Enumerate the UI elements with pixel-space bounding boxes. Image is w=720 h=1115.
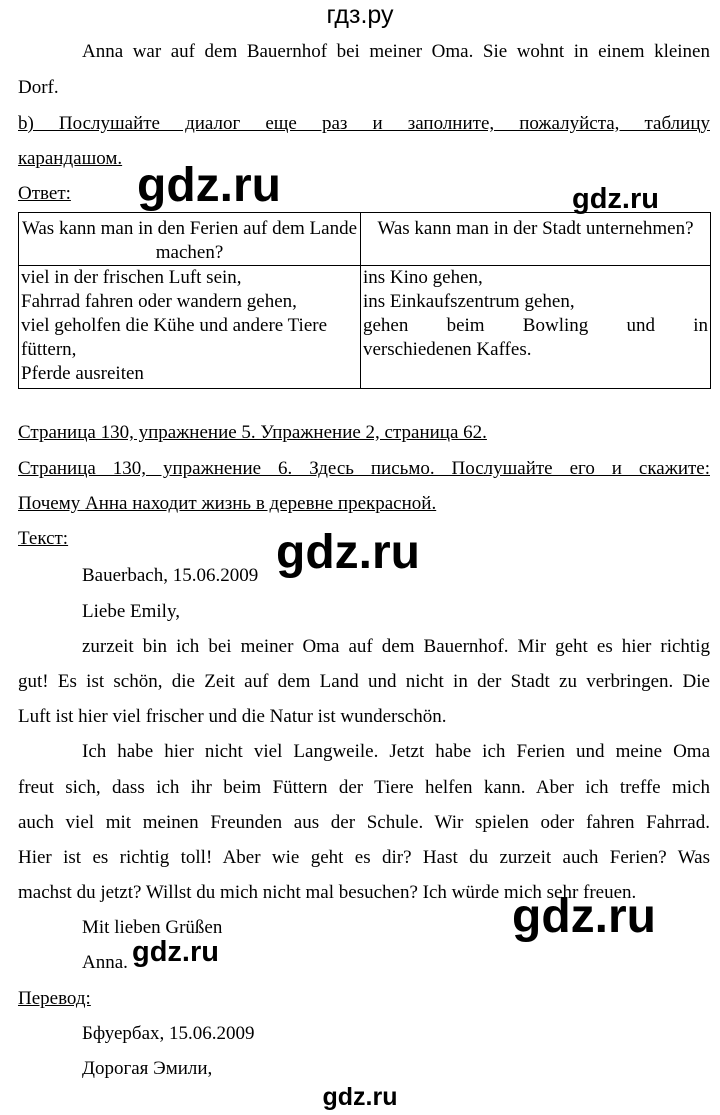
list-item: gehen beim Bowling und in xyxy=(363,315,708,336)
exercise-6-line-2: Почему Анна находит жизнь в деревне прекрасной. xyxy=(18,493,437,514)
translation-label: Перевод: xyxy=(18,988,91,1009)
letter-closing: Mit lieben Grüßen xyxy=(82,917,223,938)
text-label: Текст: xyxy=(18,528,69,549)
translation-date: Бфуербах, 15.06.2009 xyxy=(82,1023,255,1044)
list-item: viel in der frischen Luft sein, xyxy=(21,267,242,288)
exercise-5-line: Страница 130, упражнение 5. Упражнение 2, страница 62. xyxy=(18,422,487,443)
letter-paragraph-1-line: Luft ist hier viel frischer und die Natur ist wunderschön. xyxy=(18,706,447,727)
letter-paragraph-1-line: gut! Es ist schön, die Zeit auf dem Land und nicht in der Stadt zu verbringen. Die xyxy=(18,671,710,692)
answer-table xyxy=(18,212,711,389)
list-item: Pferde ausreiten xyxy=(21,363,144,384)
letter-date: Bauerbach, 15.06.2009 xyxy=(82,565,259,586)
intro-line-1: Anna war auf dem Bauernhof bei meiner Oma. Sie wohnt in einem kleinen xyxy=(82,41,710,62)
letter-paragraph-2-line: machst du jetzt? Willst du mich nicht mal besuchen? Ich würde mich sehr freuen. xyxy=(18,882,637,903)
watermark: gdz.ru xyxy=(512,890,656,943)
list-item: viel geholfen die Kühe und andere Tiere xyxy=(21,315,328,336)
table-row xyxy=(19,266,711,389)
letter-paragraph-2-line: freut sich, dass ich ihr beim Füttern der Tiere helfen kann. Aber ich treffe mich xyxy=(18,777,710,798)
watermark: gdz.ru xyxy=(572,183,659,215)
translation-greeting: Дорогая Эмили, xyxy=(82,1058,213,1079)
site-footer: gdz.ru xyxy=(322,1083,398,1111)
letter-paragraph-2-line: auch viel mit meinen Freunden aus der Schule. Wir spielen oder fahren Fahrrad. xyxy=(18,812,710,833)
list-item: verschiedenen Kaffes. xyxy=(363,339,532,360)
task-b-line-2: карандашом. xyxy=(18,148,123,169)
watermark: gdz.ru xyxy=(132,936,219,968)
list-item: Fahrrad fahren oder wandern gehen, xyxy=(21,291,297,312)
table-header-row xyxy=(19,213,711,266)
list-item: füttern, xyxy=(21,339,77,360)
list-item: ins Kino gehen, xyxy=(363,267,483,288)
letter-greeting: Liebe Emily, xyxy=(82,601,180,622)
letter-paragraph-1-line: zurzeit bin ich bei meiner Oma auf dem Bauernhof. Mir geht es hier richtig xyxy=(82,636,710,657)
list-item: ins Einkaufszentrum gehen, xyxy=(363,291,575,312)
exercise-6-line-1: Страница 130, упражнение 6. Здесь письмо. Послушайте его и скажите: xyxy=(18,458,710,479)
table-cell-city-activities xyxy=(361,266,711,389)
site-header: гдз.ру xyxy=(326,1,394,29)
letter-paragraph-2-line: Hier ist es richtig toll! Aber wie geht es dir? Hast du zurzeit auch Ferien? Was xyxy=(18,847,710,868)
table-header-cell-city: Was kann man in der Stadt unternehmen? xyxy=(361,213,711,266)
watermark: gdz.ru xyxy=(137,159,281,212)
watermark: gdz.ru xyxy=(276,526,420,579)
letter-paragraph-2-line: Ich habe hier nicht viel Langweile. Jetzt habe ich Ferien und meine Oma xyxy=(82,741,710,762)
table-header-cell-country: Was kann man in den Ferien auf dem Lande machen? xyxy=(19,213,361,266)
intro-line-2: Dorf. xyxy=(18,77,59,98)
task-b-line-1: b) Послушайте диалог еще раз и заполните, пожалуйста, таблицу xyxy=(18,113,710,134)
letter-signature: Anna. xyxy=(82,952,128,973)
answer-label: Ответ: xyxy=(18,183,71,204)
table-cell-country-activities xyxy=(19,266,361,389)
